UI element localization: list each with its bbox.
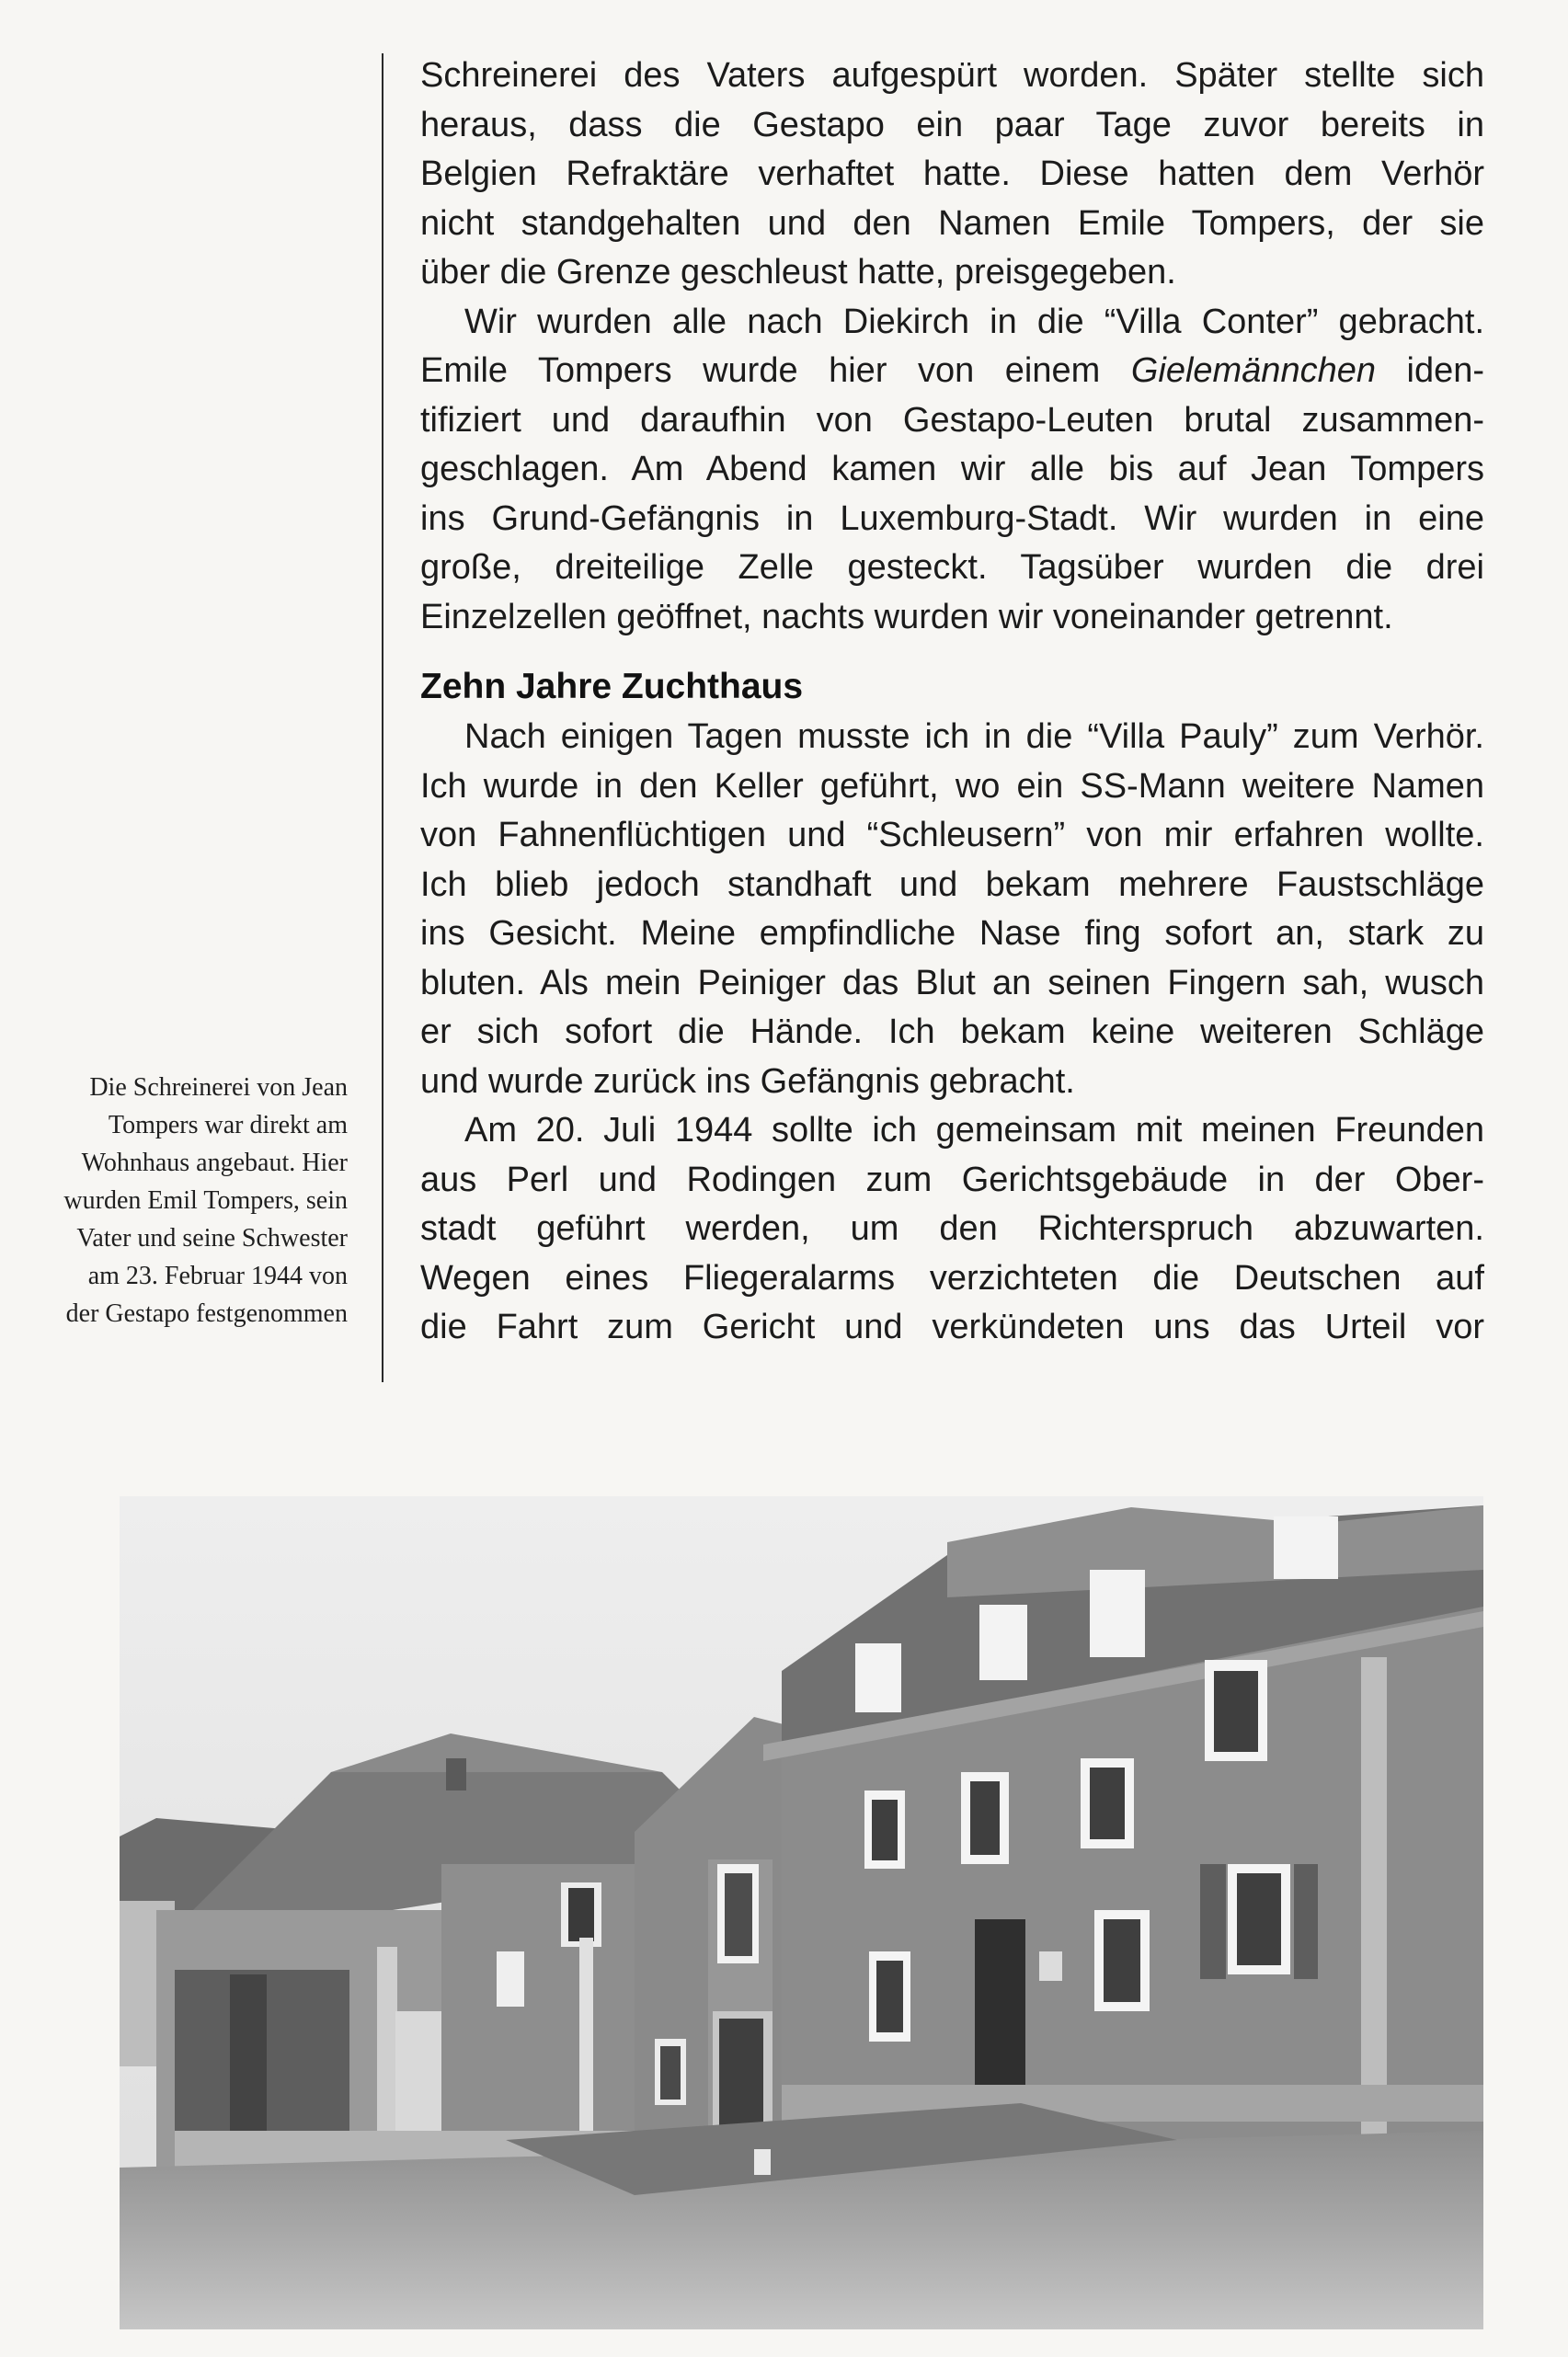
paragraph-4 bbox=[420, 1106, 1484, 1353]
section-heading: Zehn Jahre Zuchthaus bbox=[420, 667, 804, 706]
column-divider-rule bbox=[382, 53, 383, 1382]
text-line bbox=[420, 347, 1484, 396]
text-line: geschlagen. Am Abend kamen wir alle bis auf Jean Tompers bbox=[420, 450, 1484, 488]
paragraph-3 bbox=[420, 713, 1484, 1106]
caption-line: Wohnhaus angebaut. Hier bbox=[81, 1149, 348, 1177]
text-line: Schreinerei des Vaters aufgespürt worden. Später stellte sich bbox=[420, 56, 1484, 95]
body-text-column bbox=[420, 51, 1484, 1353]
text-line: heraus, dass die Gestapo ein paar Tage zuvor bereits in bbox=[420, 105, 1484, 144]
italic-term: Gielemännchen bbox=[1130, 351, 1376, 390]
text-line: die Fahrt zum Gericht und verkündeten uns das Urteil vor bbox=[420, 1308, 1484, 1346]
historic-photo-workshop-house bbox=[120, 1496, 1483, 2329]
caption-line: der Gestapo festgenommen bbox=[65, 1299, 348, 1328]
text-line: ins Grund-Gefängnis in Luxemburg-Stadt. Wir wurden in eine bbox=[420, 498, 1484, 538]
caption-line: Die Schreinerei von Jean bbox=[89, 1073, 348, 1102]
text-line: er sich sofort die Hände. Ich bekam keine weiteren Schläge bbox=[420, 1013, 1484, 1051]
text-fragment: iden- bbox=[1375, 351, 1485, 390]
text-line: aus Perl und Rodingen zum Gerichtsgebäude in der Ober- bbox=[420, 1160, 1484, 1199]
text-line: bluten. Als mein Peiniger das Blut an seinen Fingern sah, wusch bbox=[420, 963, 1484, 1002]
text-line: nicht standgehalten und den Namen Emile Tompers, der sie bbox=[420, 203, 1484, 243]
text-line: stadt geführt werden, um den Richterspruch abzuwarten. bbox=[420, 1209, 1484, 1248]
text-line: Ich wurde in den Keller geführt, wo ein SS-Mann weitere Namen bbox=[420, 766, 1484, 806]
text-line: Einzelzellen geöffnet, nachts wurden wir voneinander getrennt. bbox=[420, 597, 1393, 636]
text-line: tifiziert und daraufhin von Gestapo-Leuten brutal zusammen- bbox=[420, 400, 1484, 440]
caption-line: Tompers war direkt am bbox=[108, 1111, 348, 1139]
text-line: und wurde zurück ins Gefängnis gebracht. bbox=[420, 1061, 1075, 1101]
text-line: große, dreiteilige Zelle gesteckt. Tagsüber wurden die drei bbox=[420, 548, 1484, 587]
text-line: Belgien Refraktäre verhaftet hatte. Diese hatten dem Verhör bbox=[420, 154, 1484, 193]
paragraph-2 bbox=[420, 298, 1484, 643]
photo-caption bbox=[18, 1069, 348, 1333]
text-line: von Fahnenflüchtigen und “Schleusern” von mir erfahren wollte. bbox=[420, 816, 1484, 854]
caption-line: am 23. Februar 1944 von bbox=[87, 1262, 348, 1290]
text-line: Am 20. Juli 1944 sollte ich gemeinsam mit meinen Freunden bbox=[464, 1111, 1484, 1150]
text-line: Wir wurden alle nach Diekirch in die “Villa Conter” gebracht. bbox=[464, 302, 1484, 341]
caption-line: Vater und seine Schwester bbox=[76, 1224, 348, 1253]
text-line: Ich blieb jedoch standhaft und bekam mehrere Faustschläge bbox=[420, 864, 1484, 904]
caption-line: wurden Emil Tompers, sein bbox=[63, 1186, 348, 1215]
text-line: über die Grenze geschleust hatte, preisgegeben. bbox=[420, 253, 1176, 292]
text-line: ins Gesicht. Meine empfindliche Nase fing sofort an, stark zu bbox=[420, 914, 1484, 953]
text-line: Wegen eines Fliegeralarms verzichteten die Deutschen auf bbox=[420, 1258, 1484, 1298]
text-fragment: Emile Tompers wurde hier von einem bbox=[420, 351, 1131, 390]
paragraph-1 bbox=[420, 51, 1484, 298]
text-line: Nach einigen Tagen musste ich in die “Villa Pauly” zum Verhör. bbox=[464, 717, 1484, 756]
